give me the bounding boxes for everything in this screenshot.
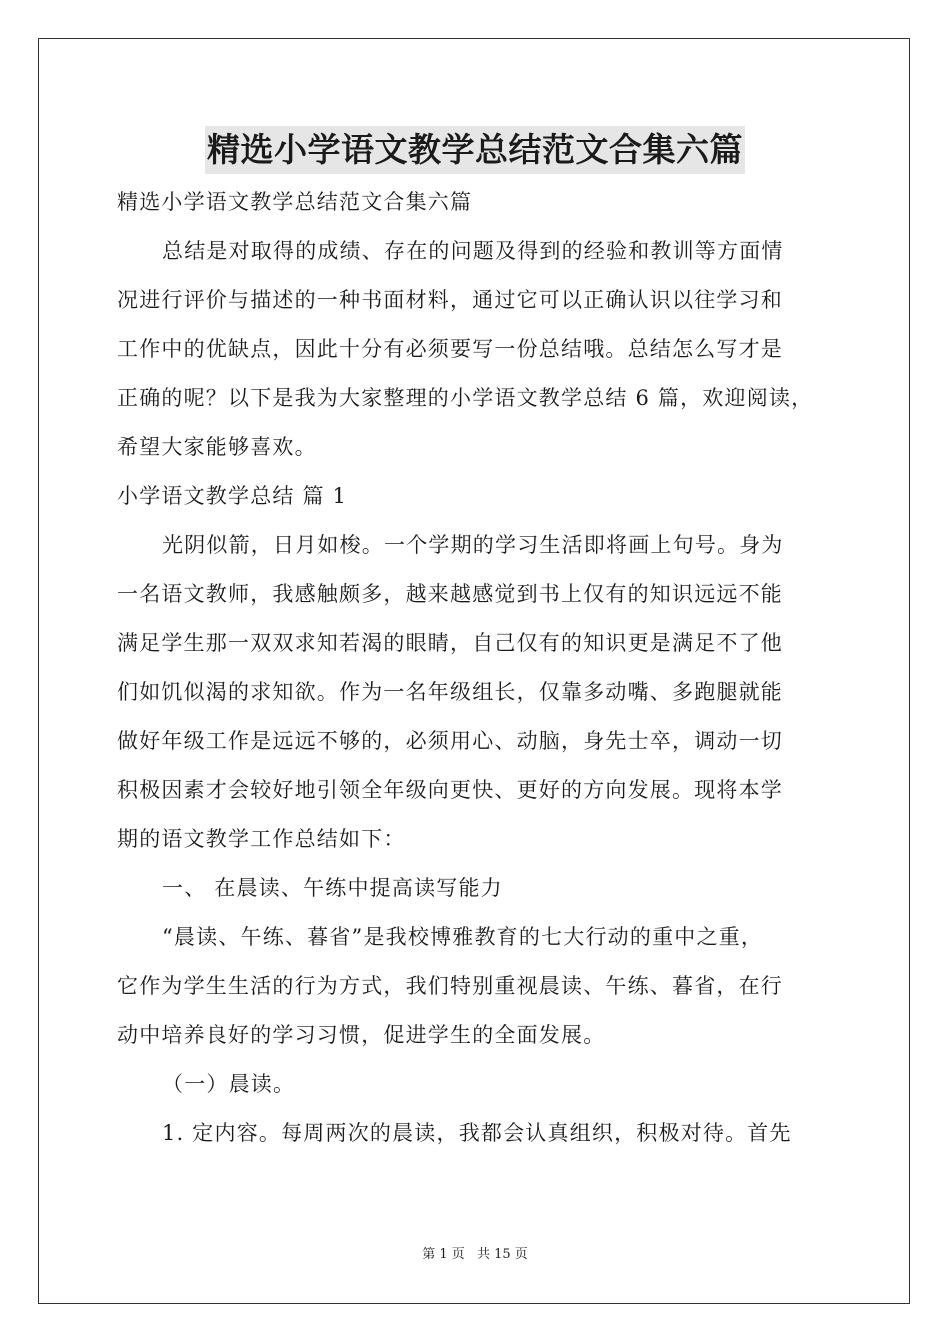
subsection-heading: 一、 在晨读、午练中提高读写能力	[162, 876, 503, 900]
title-container	[0, 126, 950, 174]
paragraph-line: 一名语文教师，我感触颇多，越来越感觉到书上仅有的知识远远不能	[117, 582, 783, 606]
page-number: 第 1 页	[422, 1247, 465, 1262]
total-pages: 共 15 页	[476, 1247, 528, 1262]
paragraph-line: 做好年级工作是远远不够的，必须用心、动脑，身先士卒，调动一切	[117, 729, 783, 753]
document-title: 精选小学语文教学总结范文合集六篇	[205, 126, 745, 174]
paragraph-line: 积极因素才会较好地引领全年级向更快、更好的方向发展。现将本学	[117, 778, 783, 802]
page-footer	[0, 1246, 950, 1264]
paragraph-line: 工作中的优缺点，因此十分有必须要写一份总结哦。总结怎么写才是	[117, 337, 783, 361]
paragraph-line: 况进行评价与描述的一种书面材料，通过它可以正确认识以往学习和	[117, 288, 783, 312]
paragraph-line: 1. 定内容。每周两次的晨读，我都会认真组织，积极对待。首先	[162, 1121, 792, 1145]
paragraph-line: 满足学生那一双双求知若渴的眼睛，自己仅有的知识更是满足不了他	[117, 631, 783, 655]
paragraph-line: 光阴似箭，日月如梭。一个学期的学习生活即将画上句号。身为	[162, 533, 784, 557]
paragraph-line: “晨读、午练、暮省”是我校博雅教育的七大行动的重中之重，	[162, 925, 764, 949]
paragraph-line: 动中培养良好的学习习惯，促进学生的全面发展。	[117, 1023, 606, 1047]
paragraph-line: 们如饥似渴的求知欲。作为一名年级组长，仅靠多动嘴、多跑腿就能	[117, 680, 783, 704]
paragraph-line: 期的语文教学工作总结如下：	[117, 827, 406, 851]
paragraph-line: 正确的呢？以下是我为大家整理的小学语文教学总结 6 篇，欢迎阅读，	[117, 386, 814, 410]
document-body	[117, 178, 837, 1158]
section-heading: 小学语文教学总结 篇 1	[117, 484, 348, 508]
paragraph-line: 它作为学生生活的行为方式，我们特别重视晨读、午练、暮省，在行	[117, 974, 783, 998]
subtitle-line: 精选小学语文教学总结范文合集六篇	[117, 190, 473, 214]
subsection-heading: （一）晨读。	[162, 1072, 296, 1096]
paragraph-line: 希望大家能够喜欢。	[117, 435, 317, 459]
paragraph-line: 总结是对取得的成绩、存在的问题及得到的经验和教训等方面情	[162, 239, 784, 263]
